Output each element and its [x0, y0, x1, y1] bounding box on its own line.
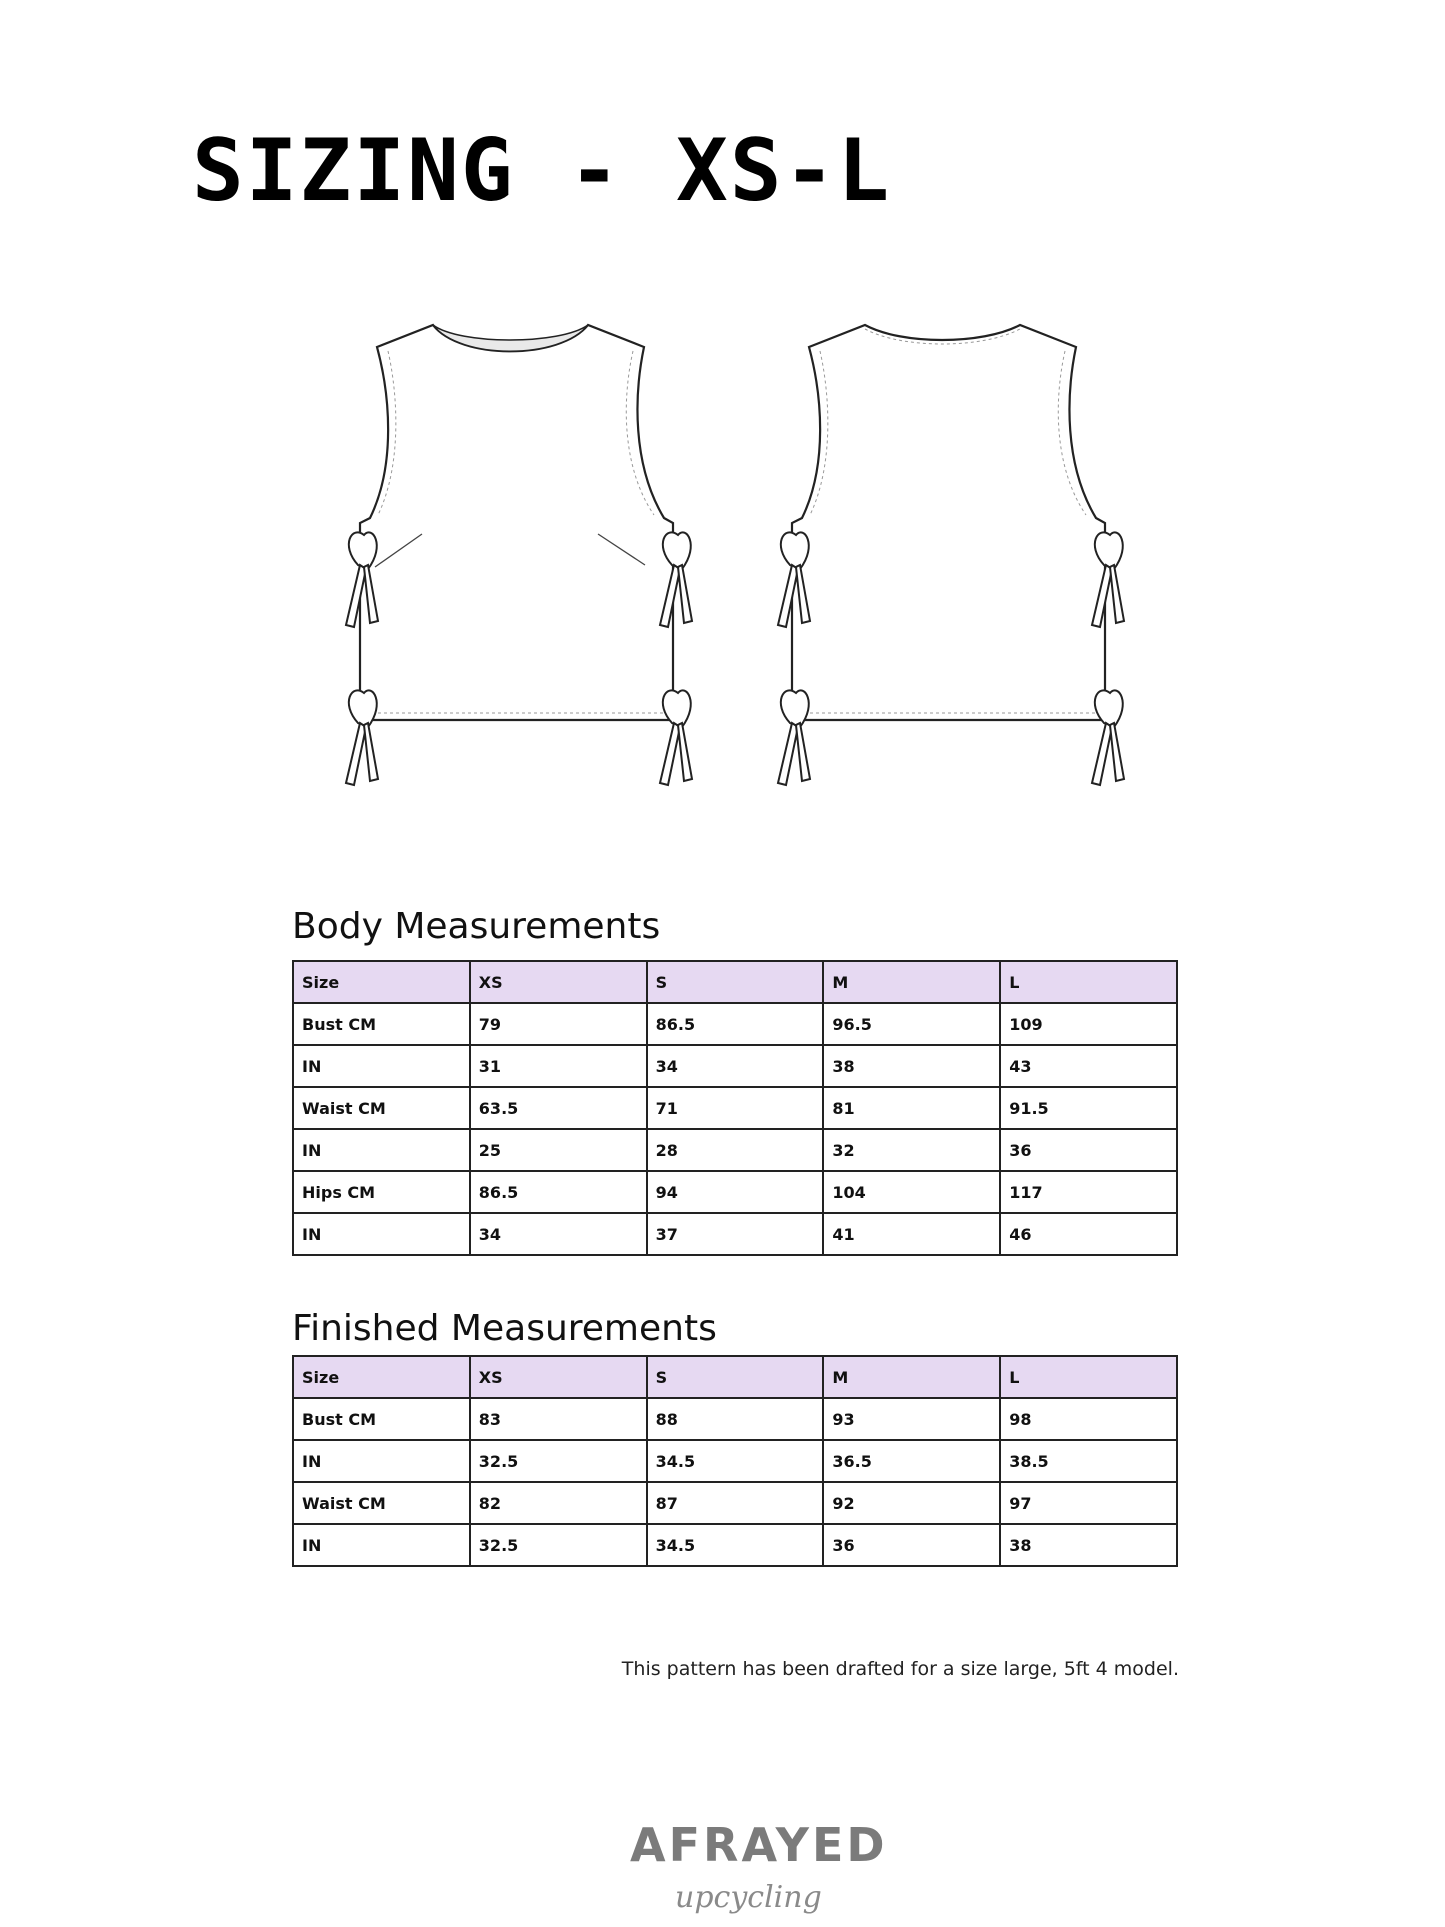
table-cell: 41	[823, 1213, 1000, 1255]
table-cell: Bust CM	[293, 1398, 470, 1440]
table-cell: 46	[1000, 1213, 1177, 1255]
table-row	[293, 1003, 1177, 1045]
table-cell: 79	[470, 1003, 647, 1045]
logo-name: AFRAYED	[630, 1818, 888, 1872]
body-measurements-title: Body Measurements	[292, 906, 661, 947]
body-measurements-table	[292, 960, 1178, 1256]
table-cell: 104	[823, 1171, 1000, 1213]
table-cell: 87	[647, 1482, 824, 1524]
pattern-note: This pattern has been drafted for a size large, 5ft 4 model.	[621, 1658, 1179, 1680]
table-cell: 92	[823, 1482, 1000, 1524]
table-cell: 96.5	[823, 1003, 1000, 1045]
table-row	[293, 1213, 1177, 1255]
table-cell: 28	[647, 1129, 824, 1171]
finished-measurements-table	[292, 1355, 1178, 1567]
header-cell: S	[647, 1356, 824, 1398]
table-cell: 36.5	[823, 1440, 1000, 1482]
table-cell: 81	[823, 1087, 1000, 1129]
table-cell: 32	[823, 1129, 1000, 1171]
table-cell: 71	[647, 1087, 824, 1129]
table-row	[293, 1045, 1177, 1087]
logo-tagline: upcycling	[675, 1880, 822, 1915]
header-cell: L	[1000, 1356, 1177, 1398]
table-cell: 37	[647, 1213, 824, 1255]
table-cell: IN	[293, 1524, 470, 1566]
table-cell: 88	[647, 1398, 824, 1440]
table-cell: Bust CM	[293, 1003, 470, 1045]
table-cell: 36	[823, 1524, 1000, 1566]
table-cell: 83	[470, 1398, 647, 1440]
table-cell: IN	[293, 1129, 470, 1171]
table-cell: 36	[1000, 1129, 1177, 1171]
header-cell: XS	[470, 961, 647, 1003]
table-cell: 38.5	[1000, 1440, 1177, 1482]
table-row	[293, 1171, 1177, 1213]
header-cell: S	[647, 961, 824, 1003]
table-cell: 34	[470, 1213, 647, 1255]
table-cell: 63.5	[470, 1087, 647, 1129]
header-cell: M	[823, 1356, 1000, 1398]
table-cell: 109	[1000, 1003, 1177, 1045]
table-cell: IN	[293, 1045, 470, 1087]
table-row	[293, 1440, 1177, 1482]
table-cell: 86.5	[470, 1171, 647, 1213]
front-view	[346, 325, 692, 785]
table-cell: Hips CM	[293, 1171, 470, 1213]
table-cell: 38	[823, 1045, 1000, 1087]
header-cell: Size	[293, 961, 470, 1003]
table-cell: 34	[647, 1045, 824, 1087]
header-cell: Size	[293, 1356, 470, 1398]
page-title: SIZING - XS-L	[192, 121, 892, 221]
table-cell: 97	[1000, 1482, 1177, 1524]
back-view	[778, 325, 1124, 785]
table-row	[293, 1129, 1177, 1171]
table-row	[293, 1398, 1177, 1440]
finished-measurements-title: Finished Measurements	[292, 1308, 717, 1349]
table-cell: 34.5	[647, 1524, 824, 1566]
table-cell: 38	[1000, 1524, 1177, 1566]
table-cell: 98	[1000, 1398, 1177, 1440]
table-cell: 94	[647, 1171, 824, 1213]
table-cell: 32.5	[470, 1524, 647, 1566]
header-cell: L	[1000, 961, 1177, 1003]
table-cell: 91.5	[1000, 1087, 1177, 1129]
table-cell: 43	[1000, 1045, 1177, 1087]
table-cell: 25	[470, 1129, 647, 1171]
afrayed-logo	[630, 1818, 888, 1927]
table-cell: 31	[470, 1045, 647, 1087]
table-header-row	[293, 961, 1177, 1003]
garment-flat-sketch	[310, 315, 1150, 820]
table-cell: Waist CM	[293, 1482, 470, 1524]
header-cell: M	[823, 961, 1000, 1003]
header-cell: XS	[470, 1356, 647, 1398]
table-row	[293, 1087, 1177, 1129]
table-cell: 93	[823, 1398, 1000, 1440]
table-cell: IN	[293, 1213, 470, 1255]
table-header-row	[293, 1356, 1177, 1398]
table-cell: 32.5	[470, 1440, 647, 1482]
table-cell: IN	[293, 1440, 470, 1482]
table-cell: Waist CM	[293, 1087, 470, 1129]
table-row	[293, 1482, 1177, 1524]
table-cell: 86.5	[647, 1003, 824, 1045]
table-cell: 82	[470, 1482, 647, 1524]
table-cell: 34.5	[647, 1440, 824, 1482]
table-row	[293, 1524, 1177, 1566]
table-cell: 117	[1000, 1171, 1177, 1213]
